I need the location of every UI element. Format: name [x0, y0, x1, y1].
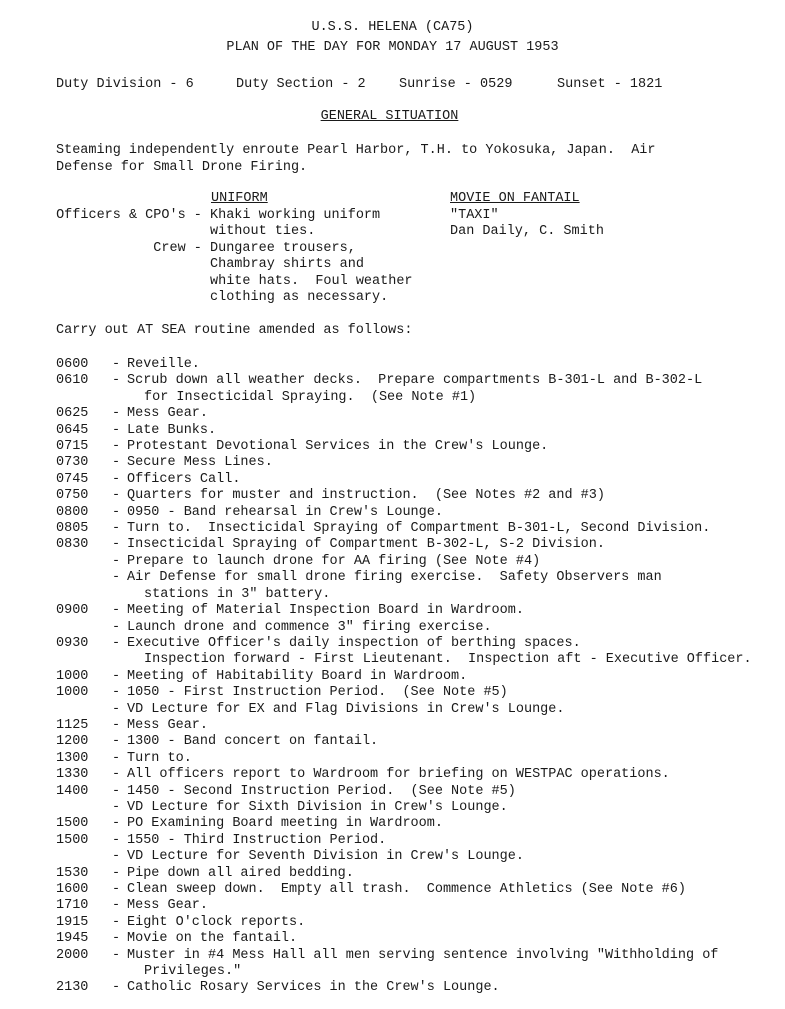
duty-section: Duty Section - 2 — [236, 77, 366, 92]
uniform-value: without ties. — [210, 224, 316, 240]
uniform-label: Crew - — [153, 240, 210, 256]
schedule-row — [56, 685, 776, 701]
schedule-time: 0745 — [56, 471, 89, 487]
schedule-time — [56, 570, 112, 586]
schedule-text: Privileges." — [144, 964, 242, 980]
schedule-separator: - — [112, 455, 121, 471]
sunset: Sunset - 1821 — [557, 77, 663, 92]
schedule-time: 0800 — [56, 504, 89, 520]
schedule-time: 0805 — [56, 521, 89, 537]
uniform-label: Officers & CPO's - — [56, 208, 210, 223]
schedule-separator: - — [112, 832, 121, 848]
schedule-text: Mess Gear. — [127, 406, 209, 422]
schedule-text: Insecticidal Spraying of Compartment B-302-L, S-2 Division. — [127, 537, 605, 553]
schedule-row — [56, 472, 776, 488]
schedule-time: 1945 — [56, 931, 89, 947]
general-situation-line-1: Steaming independently enroute Pearl Harbor, T.H. to Yokosuka, Japan. Air — [56, 143, 656, 158]
schedule-text: Launch drone and commence 3" firing exercise. — [127, 619, 492, 635]
schedule-time — [56, 702, 112, 718]
schedule-row — [56, 652, 776, 668]
schedule-row — [56, 455, 776, 471]
schedule-row — [56, 373, 776, 389]
schedule-time: 1000 — [56, 685, 89, 701]
uniform-value: Chambray shirts and — [210, 257, 364, 273]
schedule-text: Late Bunks. — [127, 422, 217, 438]
schedule-text: stations in 3" battery. — [144, 586, 331, 602]
schedule-text: 1300 - Band concert on fantail. — [127, 734, 379, 750]
schedule-row — [56, 849, 776, 865]
schedule-row — [56, 964, 776, 980]
schedule-text: Catholic Rosary Services in the Crew's Lounge. — [127, 980, 500, 996]
schedule-row — [56, 816, 776, 832]
document-title: PLAN OF THE DAY FOR MONDAY 17 AUGUST 1953 — [226, 40, 559, 55]
uniform-value: Dungaree trousers, — [210, 240, 356, 256]
schedule-separator — [112, 587, 127, 603]
schedule-separator: - — [112, 882, 121, 897]
schedule-text: Secure Mess Lines. — [127, 455, 273, 471]
schedule-time: 1000 — [56, 668, 89, 684]
movie-title: "TAXI" — [450, 208, 499, 223]
general-situation-heading: GENERAL SITUATION — [320, 109, 459, 124]
schedule-separator: - — [112, 422, 121, 438]
schedule-time: 1915 — [56, 914, 89, 930]
schedule-row — [56, 800, 776, 816]
schedule-time: 0830 — [56, 537, 89, 553]
schedule-time: 1530 — [56, 865, 89, 881]
schedule-separator: - — [112, 553, 121, 569]
schedule-row — [56, 931, 776, 947]
schedule-separator: - — [112, 799, 121, 815]
schedule-row — [56, 570, 776, 586]
schedule-row — [56, 898, 776, 914]
schedule-list — [56, 357, 776, 997]
schedule-row — [56, 406, 776, 422]
schedule-row — [56, 537, 776, 553]
schedule-separator: - — [112, 471, 121, 487]
uniform-label — [56, 274, 210, 290]
schedule-text: Clean sweep down. Empty all trash. Commence Athletics (See Note #6) — [127, 882, 686, 897]
schedule-separator: - — [112, 701, 121, 717]
duty-division: Duty Division - 6 — [56, 77, 194, 92]
schedule-time — [56, 554, 112, 570]
schedule-separator: - — [112, 717, 121, 733]
routine-intro: Carry out AT SEA routine amended as follows: — [56, 323, 413, 338]
schedule-time: 0715 — [56, 439, 89, 455]
schedule-time: 0645 — [56, 422, 89, 438]
schedule-time: 0900 — [56, 603, 89, 619]
schedule-row — [56, 866, 776, 882]
schedule-row — [56, 488, 776, 504]
schedule-separator: - — [112, 980, 121, 996]
schedule-row — [56, 603, 776, 619]
schedule-time — [56, 849, 112, 865]
schedule-separator: - — [112, 767, 121, 783]
schedule-time: 1710 — [56, 898, 89, 914]
uniform-label — [56, 224, 210, 240]
schedule-row — [56, 423, 776, 439]
schedule-time — [56, 620, 112, 636]
schedule-row — [56, 734, 776, 750]
schedule-row — [56, 915, 776, 931]
schedule-text: Muster in #4 Mess Hall all men serving sentence involving "Withholding of — [127, 947, 719, 963]
schedule-separator: - — [112, 521, 121, 537]
schedule-separator: - — [112, 914, 121, 930]
schedule-text: Mess Gear. — [127, 898, 209, 914]
schedule-time — [56, 587, 112, 603]
schedule-time: 0730 — [56, 455, 89, 471]
uniform-value: Khaki working uniform — [210, 208, 381, 223]
schedule-separator: - — [112, 668, 121, 684]
schedule-time — [56, 800, 112, 816]
schedule-row — [56, 505, 776, 521]
schedule-separator: - — [112, 783, 121, 799]
schedule-text: 1550 - Third Instruction Period. — [127, 832, 387, 848]
schedule-text: Executive Officer's daily inspection of berthing spaces. — [127, 635, 581, 651]
schedule-separator: - — [112, 504, 121, 520]
schedule-text: VD Lecture for Sixth Division in Crew's Lounge. — [127, 799, 508, 815]
schedule-time: 0610 — [56, 373, 89, 389]
schedule-time — [56, 390, 112, 406]
schedule-separator: - — [112, 537, 121, 553]
schedule-text: Protestant Devotional Services in the Crew's Lounge. — [127, 439, 549, 455]
schedule-text: Air Defense for small drone firing exercise. Safety Observers man — [127, 570, 662, 586]
uniform-value: white hats. Foul weather — [210, 273, 413, 289]
uniform-value: clothing as necessary. — [210, 290, 389, 306]
schedule-row — [56, 948, 776, 964]
schedule-row — [56, 357, 776, 373]
sunrise: Sunrise - 0529 — [399, 77, 513, 92]
schedule-row — [56, 669, 776, 685]
uniform-block — [56, 208, 413, 306]
schedule-text: 1050 - First Instruction Period. (See Note #5) — [127, 685, 508, 701]
schedule-separator: - — [112, 947, 121, 963]
schedule-row — [56, 587, 776, 603]
schedule-row — [56, 833, 776, 849]
schedule-separator — [112, 964, 127, 980]
uniform-label — [56, 257, 210, 273]
schedule-row — [56, 980, 776, 996]
schedule-separator: - — [112, 619, 121, 635]
movie-heading: MOVIE ON FANTAIL — [450, 191, 580, 206]
uniform-label — [56, 290, 210, 306]
schedule-time: 2130 — [56, 980, 89, 996]
schedule-text: Movie on the fantail. — [127, 931, 298, 947]
schedule-separator — [112, 652, 127, 668]
schedule-text: Prepare to launch drone for AA firing (See Note #4) — [127, 553, 541, 569]
schedule-text: 1450 - Second Instruction Period. (See Note #5) — [127, 783, 516, 799]
schedule-time: 1300 — [56, 750, 89, 766]
schedule-text: for Insecticidal Spraying. (See Note #1) — [144, 389, 477, 405]
schedule-text: Eight O'clock reports. — [127, 914, 306, 930]
schedule-text: Officers Call. — [127, 471, 241, 487]
schedule-row — [56, 784, 776, 800]
schedule-separator: - — [112, 406, 121, 422]
schedule-time: 1125 — [56, 717, 89, 733]
schedule-text: PO Examining Board meeting in Wardroom. — [127, 816, 443, 832]
schedule-row — [56, 702, 776, 718]
schedule-text: VD Lecture for EX and Flag Divisions in Crew's Lounge. — [127, 701, 565, 717]
schedule-text: Scrub down all weather decks. Prepare compartments B-301-L and B-302-L — [127, 373, 703, 389]
general-situation-line-2: Defense for Small Drone Firing. — [56, 160, 308, 175]
schedule-row — [56, 390, 776, 406]
schedule-time: 1200 — [56, 734, 89, 750]
schedule-row — [56, 882, 776, 898]
ship-name: U.S.S. HELENA (CA75) — [311, 20, 474, 35]
schedule-text: Turn to. — [127, 750, 192, 766]
schedule-text: Pipe down all aired bedding. — [127, 865, 354, 881]
schedule-time: 1330 — [56, 767, 89, 783]
schedule-separator: - — [112, 849, 121, 865]
uniform-heading: UNIFORM — [211, 191, 268, 206]
schedule-separator: - — [112, 570, 121, 586]
schedule-text: Meeting of Habitability Board in Wardroom. — [127, 668, 468, 684]
schedule-separator: - — [112, 898, 121, 914]
schedule-text: Quarters for muster and instruction. (See Notes #2 and #3) — [127, 488, 605, 504]
schedule-time: 1400 — [56, 783, 89, 799]
schedule-time — [56, 652, 112, 668]
schedule-time: 0600 — [56, 357, 89, 372]
schedule-time: 1600 — [56, 882, 89, 897]
schedule-row — [56, 521, 776, 537]
schedule-time: 1500 — [56, 816, 89, 832]
schedule-separator: - — [112, 734, 121, 750]
schedule-row — [56, 439, 776, 455]
schedule-separator: - — [112, 685, 121, 701]
schedule-separator: - — [112, 373, 121, 389]
schedule-text: 0950 - Band rehearsal in Crew's Lounge. — [127, 504, 443, 520]
schedule-text: Reveille. — [127, 357, 200, 372]
schedule-time: 0930 — [56, 635, 89, 651]
schedule-separator: - — [112, 439, 121, 455]
schedule-separator: - — [112, 865, 121, 881]
schedule-separator: - — [112, 488, 121, 504]
schedule-text: Mess Gear. — [127, 717, 209, 733]
schedule-separator: - — [112, 750, 121, 766]
schedule-text: VD Lecture for Seventh Division in Crew's Lounge. — [127, 849, 524, 865]
movie-cast: Dan Daily, C. Smith — [450, 224, 604, 239]
schedule-separator: - — [112, 635, 121, 651]
schedule-separator — [112, 390, 127, 406]
schedule-time: 0750 — [56, 488, 89, 504]
schedule-separator: - — [112, 816, 121, 832]
schedule-text: All officers report to Wardroom for briefing on WESTPAC operations. — [127, 767, 670, 783]
schedule-row — [56, 636, 776, 652]
schedule-row — [56, 751, 776, 767]
schedule-row — [56, 767, 776, 783]
schedule-time: 1500 — [56, 832, 89, 848]
schedule-text: Inspection forward - First Lieutenant. Inspection aft - Executive Officer. — [144, 652, 752, 668]
schedule-text: Meeting of Material Inspection Board in Wardroom. — [127, 603, 524, 619]
schedule-text: Turn to. Insecticidal Spraying of Compartment B-301-L, Second Division. — [127, 521, 711, 537]
schedule-separator: - — [112, 603, 121, 619]
schedule-separator: - — [112, 357, 121, 372]
schedule-row — [56, 718, 776, 734]
schedule-separator: - — [112, 931, 121, 947]
schedule-time: 2000 — [56, 947, 89, 963]
schedule-time: 0625 — [56, 406, 89, 422]
schedule-row — [56, 620, 776, 636]
schedule-time — [56, 964, 112, 980]
schedule-row — [56, 554, 776, 570]
